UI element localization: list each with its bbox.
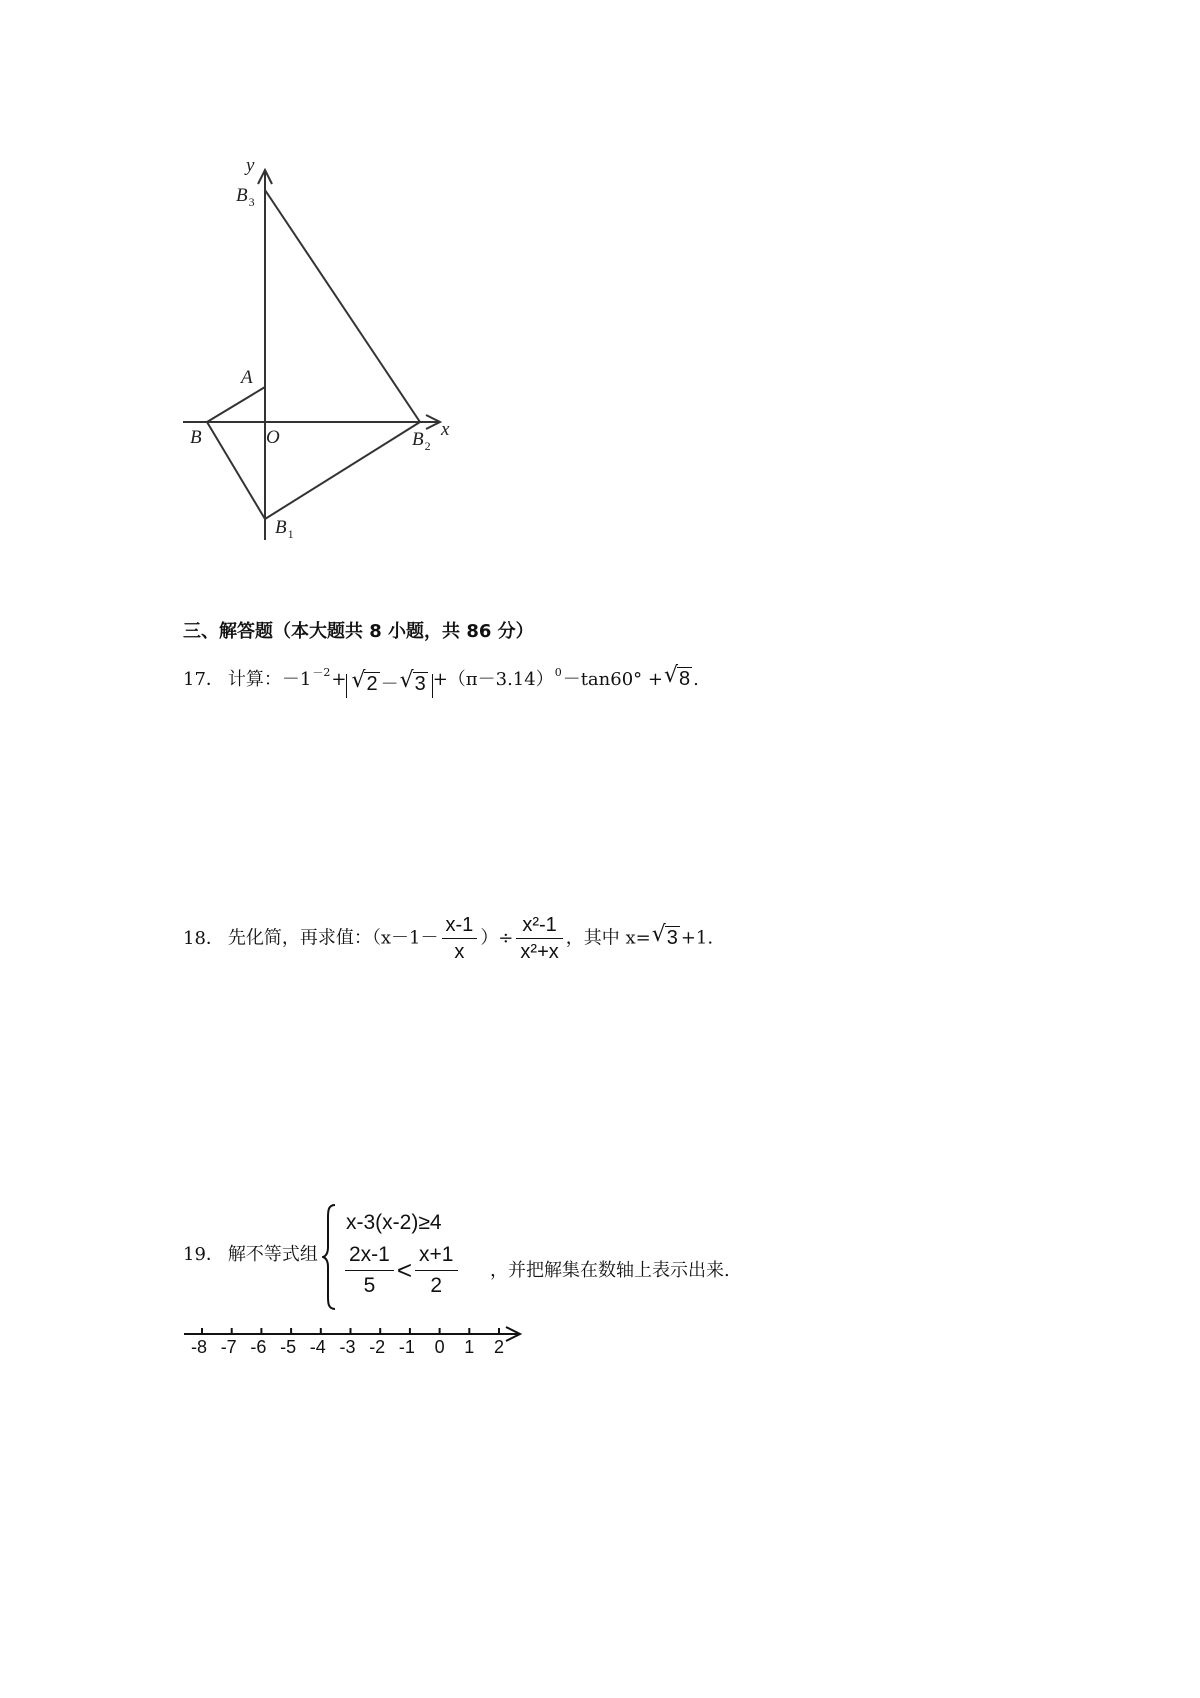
- q17-tan-term: －tan60° +: [562, 669, 663, 690]
- number-line-tick-label: -3: [339, 1337, 356, 1357]
- less-than-sign: <: [396, 1255, 413, 1285]
- sqrt-8: √ 8: [663, 663, 691, 690]
- inequality-1: x-3(x-2)≥4: [346, 1211, 442, 1234]
- q17-absolute-value: [346, 668, 432, 698]
- label-O: O: [266, 427, 280, 448]
- number-line-tick-label: 1: [464, 1337, 475, 1357]
- question-18: [183, 915, 713, 962]
- segment-B1-B2: [265, 422, 420, 519]
- q19-lead: 解不等式组: [227, 1244, 318, 1265]
- q17-pi-term: +（π－3.14）: [432, 669, 554, 690]
- system-brace: [322, 1203, 336, 1311]
- number-line-tick-label: 2: [494, 1337, 505, 1357]
- q18-divide: ）÷: [480, 927, 514, 949]
- number-line-tick-label: -7: [220, 1337, 237, 1357]
- section-title: 三、解答题（本大题共 8 小题，共 86 分）: [183, 621, 534, 642]
- label-x: x: [441, 419, 450, 440]
- number-line: [0, 1320, 1200, 1380]
- label-B: B: [190, 427, 202, 448]
- fraction-x-minus-1-over-x: $\frac{x-1}{x}$: [442, 915, 478, 962]
- question-number: 19．: [183, 1244, 224, 1265]
- label-B2: $B_2$: [412, 429, 431, 453]
- q18-lead: 先化简，再求值：（x－1－: [227, 927, 439, 949]
- q18-condition: ，其中 x=: [565, 927, 651, 949]
- q17-mid-minus: －: [380, 674, 399, 695]
- label-B3: $B_3$: [236, 185, 255, 209]
- label-A: A: [241, 367, 253, 388]
- geometry-figure: [0, 0, 1200, 600]
- q17-plus: +: [331, 669, 347, 690]
- sqrt-3: √ 3: [399, 668, 426, 695]
- q18-condition-end: +1.: [680, 927, 714, 949]
- number-line-tick-label: -2: [369, 1337, 386, 1357]
- q17-minus-one: －1: [281, 669, 312, 690]
- q17-zero-exponent: 0: [554, 666, 562, 679]
- q17-exponent: －2: [312, 666, 331, 679]
- fraction-2x-minus-1-over-5: $\frac{2x-1}{5}$: [345, 1243, 394, 1298]
- segment-B2-B3: [265, 190, 420, 422]
- q19-tail: ，并把解集在数轴上表示出来.: [490, 1260, 730, 1281]
- fraction-x-plus-1-over-2: $\frac{x+1}{2}$: [415, 1243, 457, 1298]
- q17-end: .: [693, 669, 699, 690]
- question-17: [183, 663, 699, 698]
- number-line-tick-label: -6: [250, 1337, 267, 1357]
- fraction-x2-minus-1-over-x2-plus-x: $\frac{\text{x²-1}}{\text{x²+x}}$: [516, 915, 562, 962]
- segment-B-B1: [207, 422, 265, 519]
- number-line-tick-label: -4: [309, 1337, 326, 1357]
- number-line-tick-label: -5: [280, 1337, 297, 1357]
- number-line-tick-label: -8: [191, 1337, 208, 1357]
- question-number: 17．: [183, 669, 224, 690]
- number-line-tick-label: 0: [434, 1337, 445, 1357]
- question-number: 18．: [183, 927, 224, 949]
- label-B1: $B_1$: [275, 517, 294, 541]
- q17-lead: 计算：: [227, 669, 282, 690]
- sqrt-2: √ 2: [351, 668, 378, 695]
- number-line-tick-label: -1: [398, 1337, 415, 1357]
- segment-B-A: [207, 387, 265, 422]
- inequality-2: [342, 1243, 461, 1298]
- sqrt-3: √ 3: [651, 921, 678, 949]
- question-19: [183, 1246, 318, 1264]
- label-y: y: [246, 155, 255, 176]
